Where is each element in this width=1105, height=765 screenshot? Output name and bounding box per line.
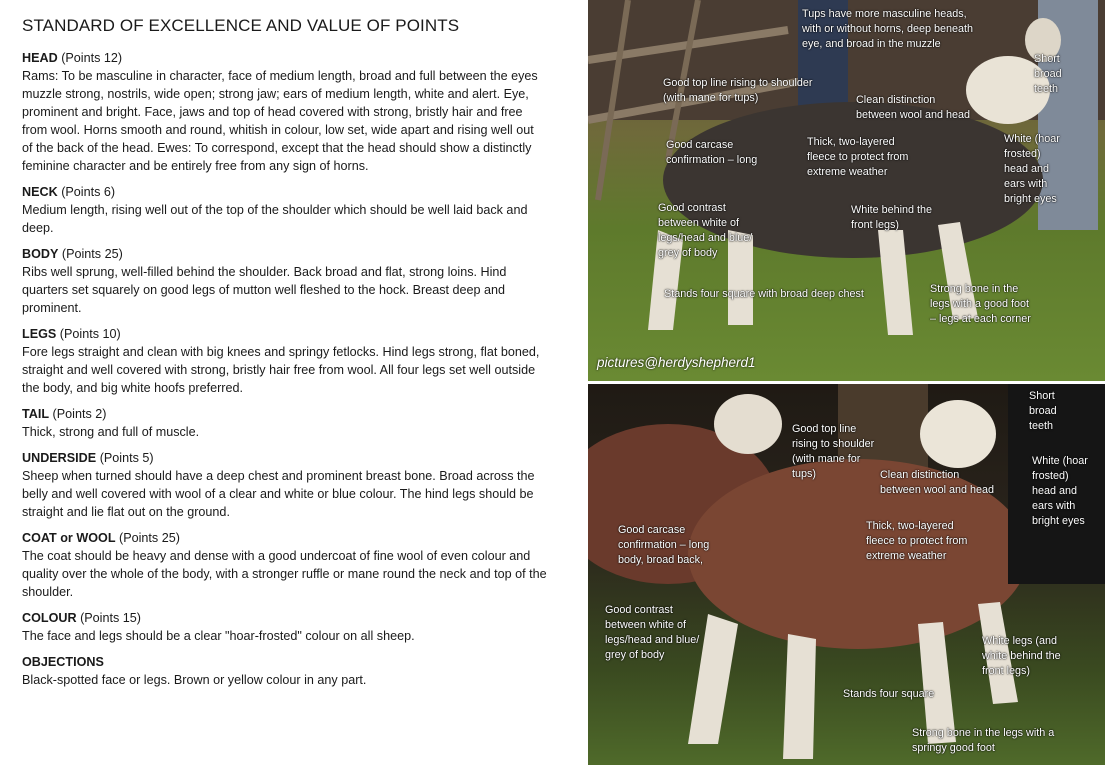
sheep-photo-top (588, 0, 1105, 381)
section-tail (22, 405, 547, 441)
section-name: COLOUR (22, 611, 77, 625)
caption-contrast: Good contrast between white of legs/head and blue/ grey of body (605, 604, 700, 661)
section-description: Medium length, rising well out of the top of the shoulder which should be well laid back and deep. (22, 203, 528, 235)
section-legs (22, 325, 547, 397)
section-coat-or-wool (22, 529, 547, 601)
section-name: HEAD (22, 51, 58, 65)
caption-clean-distinction: Clean distinction between wool and head (856, 94, 971, 121)
standard-text-column (22, 16, 547, 697)
section-neck (22, 183, 547, 237)
section-name: LEGS (22, 327, 57, 341)
section-name: BODY (22, 247, 59, 261)
section-description: Ribs well sprung, well-filled behind the shoulder. Back broad and flat, strong loins. Hind quarters set squarely on good legs of mutton well fleshed to the hock. Breast deep and prominent. (22, 265, 507, 315)
caption-clean-distinction: Clean distinction between wool and head (880, 469, 995, 496)
section-points: (Points 25) (119, 531, 180, 545)
section-heading (22, 183, 547, 201)
section-head (22, 49, 547, 175)
section-name: UNDERSIDE (22, 451, 97, 465)
section-name: COAT or WOOL (22, 531, 116, 545)
section-points: (Points 15) (80, 611, 141, 625)
section-heading (22, 405, 547, 423)
section-name: NECK (22, 185, 58, 199)
section-heading (22, 653, 547, 671)
caption-tup-heads: Tups have more masculine heads, with or without horns, deep beneath eye, and broad in the muzzle (802, 8, 974, 50)
section-description: Thick, strong and full of muscle. (22, 425, 200, 439)
section-heading (22, 49, 547, 67)
caption-carcase: Good carcase confirmation – long (666, 139, 758, 166)
section-points: (Points 5) (99, 451, 154, 465)
section-name: TAIL (22, 407, 50, 421)
caption-short-teeth: Short broad teeth (1034, 53, 1062, 95)
section-points: (Points 10) (59, 327, 121, 341)
photo-credit: pictures@herdyshepherd1 (597, 355, 756, 370)
caption-white-head: White (hoar frosted) head and ears with bright eyes (1004, 133, 1060, 205)
section-points: (Points 25) (61, 247, 123, 261)
section-underside (22, 449, 547, 521)
caption-white-head: White (hoar frosted) head and ears with bright eyes (1032, 455, 1088, 527)
caption-four-square: Stands four square with broad deep chest (664, 288, 864, 300)
section-objections (22, 653, 547, 689)
section-heading (22, 245, 547, 263)
sheep-photo-bottom (588, 384, 1105, 765)
document-title: STANDARD OF EXCELLENCE AND VALUE OF POINTS (22, 16, 460, 35)
caption-white-behind-legs: White behind the front legs) (851, 204, 933, 231)
caption-white-legs: White legs (and white behind the front legs) (982, 635, 1061, 677)
section-heading (22, 609, 547, 627)
caption-fleece: Thick, two-layered fleece to protect from extreme weather (866, 520, 968, 562)
section-description: Black-spotted face or legs. Brown or yellow colour in any part. (22, 673, 367, 687)
section-heading (22, 325, 547, 343)
caption-carcase: Good carcase confirmation – long body, broad back, (618, 524, 710, 566)
caption-short-teeth: Short broad teeth (1029, 390, 1057, 432)
section-body (22, 245, 547, 317)
section-description: The face and legs should be a clear "hoar-frosted" colour on all sheep. (22, 629, 415, 643)
caption-top-line: Good top line rising to shoulder (with mane for tups) (663, 77, 813, 104)
section-heading (22, 449, 547, 467)
section-points: (Points 2) (52, 407, 107, 421)
section-description: Fore legs straight and clean with big knees and springy fetlocks. Hind legs strong, flat boned, straight and well covered with strong, bristly hair free from wool. All four legs set well outside the body, and big white hoofs preferred. (22, 345, 540, 395)
points-sections (22, 49, 547, 689)
section-name: OBJECTIONS (22, 655, 104, 669)
caption-strong-bone: Strong bone in the legs with a springy good foot (912, 727, 1055, 754)
section-description: Sheep when turned should have a deep chest and prominent breast bone. Broad across the belly and well covered with wool of a clear and white or blue colour. The hind legs should be straight and lie flat out on the ground. (22, 469, 535, 519)
caption-top-line: Good top line rising to shoulder (with mane for tups) (792, 423, 875, 480)
section-points: (Points 12) (61, 51, 123, 65)
caption-fleece: Thick, two-layered fleece to protect from extreme weather (807, 136, 909, 178)
section-colour (22, 609, 547, 645)
caption-strong-bone: Strong bone in the legs with a good foot – legs at each corner (930, 283, 1031, 325)
caption-contrast: Good contrast between white of legs/head and blue/ grey of body (658, 202, 753, 259)
section-description: Rams: To be masculine in character, face of medium length, broad and full between the eyes muzzle strong, nostrils, wide open; strong jaw; ears of medium length, white and alert. Eye, prominent and bright. Face, jaws and top of head covered with strong, bristly hair and free from wool. Horns smooth and round, whitish in colour, low set, wide apart and rising well out of the back of the head. Ewes: To correspond, except that the head should show a distinctly feminine character and be entirely free from any sign of horns. (22, 69, 538, 173)
section-points: (Points 6) (61, 185, 116, 199)
section-heading (22, 529, 547, 547)
section-description: The coat should be heavy and dense with a good undercoat of fine wool of even colour and quality over the whole of the body, with a stronger ruffle or mane round the neck and top of the shoulder. (22, 549, 547, 599)
caption-four-square: Stands four square (843, 688, 935, 700)
